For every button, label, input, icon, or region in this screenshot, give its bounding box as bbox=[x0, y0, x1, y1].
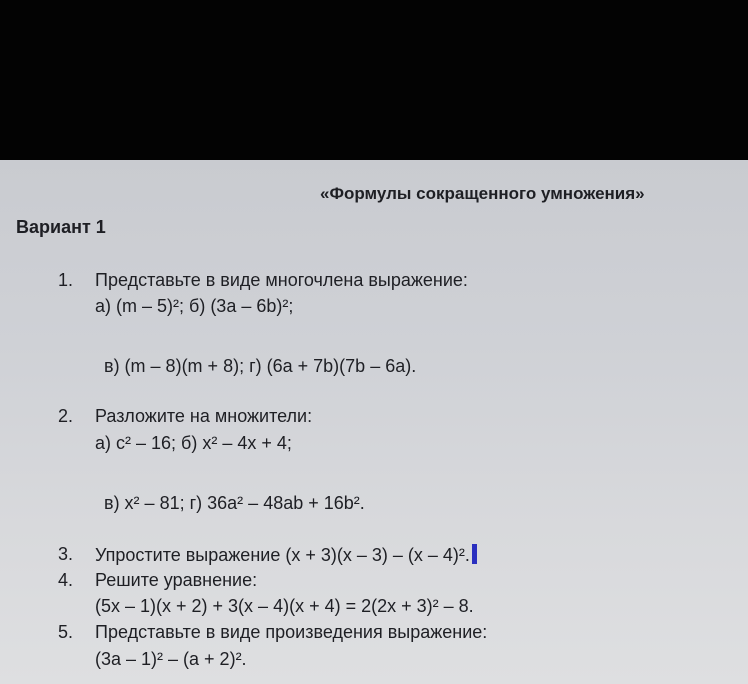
task-number: 5. bbox=[58, 622, 74, 642]
worksheet-paper bbox=[0, 160, 748, 684]
task-line: в) (m – 8)(m + 8); г) (6a + 7b)(7b – 6a). bbox=[104, 356, 417, 376]
task-number: 1. bbox=[58, 270, 74, 290]
task-text: Решите уравнение: bbox=[95, 570, 258, 590]
task-line: в) x² – 81; г) 36a² – 48ab + 16b². bbox=[104, 493, 365, 513]
task-text: Представьте в виде произведения выражение: bbox=[95, 622, 488, 642]
variant-heading: Вариант 1 bbox=[16, 217, 106, 237]
task-line: а) (m – 5)²; б) (3a – 6b)²; bbox=[95, 296, 294, 316]
task-text: Разложите на множители: bbox=[95, 406, 313, 426]
task-text: Упростите выражение (x + 3)(x – 3) – (x – 4)². bbox=[95, 545, 470, 565]
task-number: 4. bbox=[58, 570, 74, 590]
task-line: (5x – 1)(x + 2) + 3(x – 4)(x + 4) = 2(2x + 3)² – 8. bbox=[95, 596, 474, 616]
task-text-wrap bbox=[95, 544, 477, 566]
worksheet-title: «Формулы сокращенного умножения» bbox=[320, 184, 645, 203]
task-line: а) c² – 16; б) x² – 4x + 4; bbox=[95, 433, 292, 453]
task-number: 2. bbox=[58, 406, 74, 426]
top-black-area bbox=[0, 0, 748, 160]
task-line: (3a – 1)² – (a + 2)². bbox=[95, 649, 247, 669]
task-text: Представьте в виде многочлена выражение: bbox=[95, 270, 468, 290]
task-number: 3. bbox=[58, 544, 74, 564]
text-cursor bbox=[472, 544, 477, 564]
